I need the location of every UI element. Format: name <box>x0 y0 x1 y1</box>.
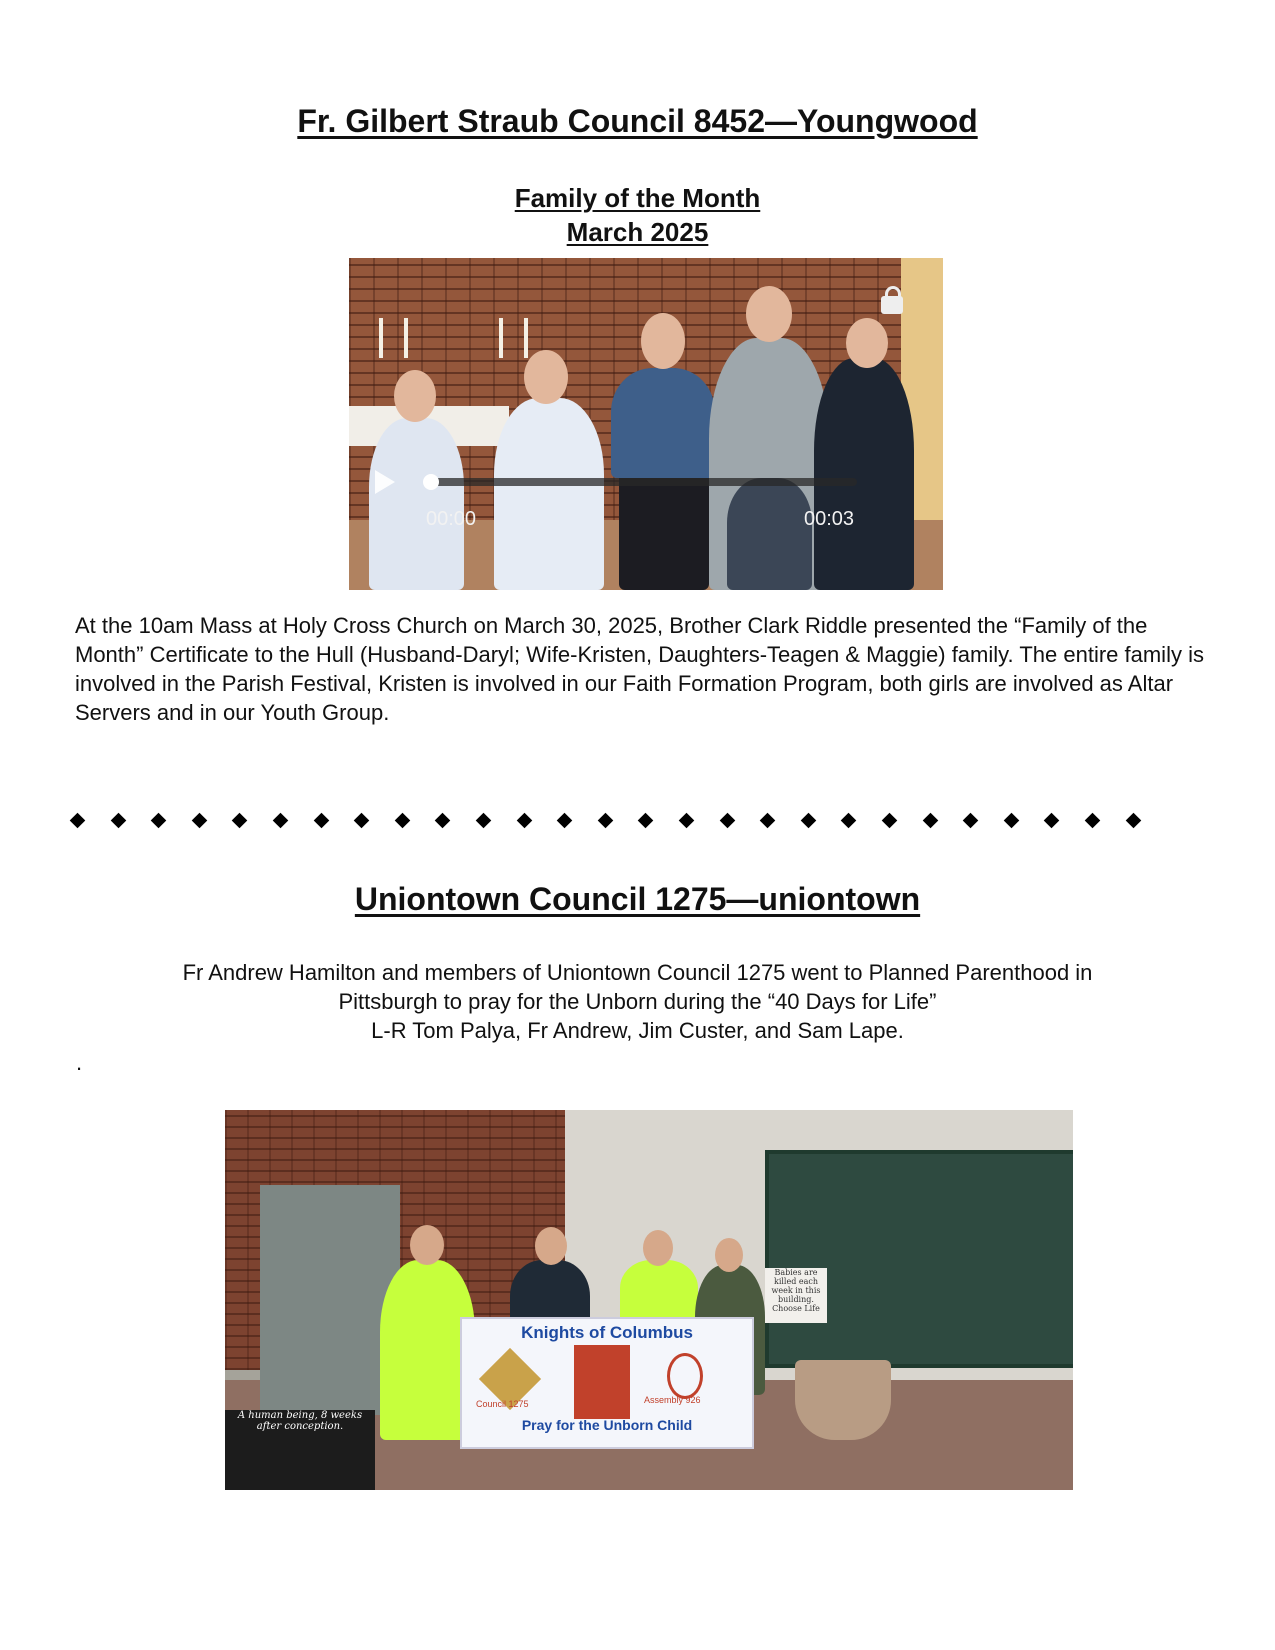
diamond-bullet <box>1085 813 1101 829</box>
lock-icon <box>881 296 903 314</box>
council-8452-title: Fr. Gilbert Straub Council 8452—Youngwood <box>297 103 978 139</box>
diamond-bullet <box>476 813 492 829</box>
brother-clark-riddle <box>814 358 914 590</box>
diamond-bullet <box>151 813 167 829</box>
daughter-altar-server-2 <box>494 398 604 590</box>
diamond-bullet <box>110 813 126 829</box>
diamond-bullet <box>395 813 411 829</box>
fetus-sign <box>225 1410 375 1490</box>
fetus-sign-text: A human being, 8 weeks after conception. <box>237 1410 363 1432</box>
person-head <box>410 1225 444 1265</box>
father-jeans <box>727 478 812 590</box>
person-head <box>535 1227 567 1265</box>
diamond-bullet <box>638 813 654 829</box>
diamond-bullet <box>313 813 329 829</box>
person-head <box>641 313 685 369</box>
banner-assembly: Assembly 926 <box>644 1395 701 1405</box>
diamond-bullet <box>354 813 370 829</box>
diamond-bullet <box>679 813 695 829</box>
video-scrubber-knob[interactable] <box>423 474 439 490</box>
person-head <box>846 318 888 368</box>
forty-days-photo <box>225 1110 1073 1490</box>
month-year-heading: March 2025 <box>566 217 709 247</box>
diamond-bullet <box>557 813 573 829</box>
diamond-bullet <box>435 813 451 829</box>
family-video-player[interactable] <box>349 258 943 590</box>
candle <box>524 318 528 358</box>
diamond-bullet <box>801 813 817 829</box>
knights-of-columbus-banner <box>460 1317 754 1449</box>
candle <box>379 318 383 358</box>
caption-line-3: L-R Tom Palya, Fr Andrew, Jim Custer, and Sam Lape. <box>371 1018 904 1043</box>
diamond-bullet <box>1125 813 1141 829</box>
diamond-bullet <box>192 813 208 829</box>
diamond-bullet <box>1004 813 1020 829</box>
person-head <box>643 1230 673 1266</box>
choose-life-sign-text: Babies are killed each week in this building. Choose Life <box>771 1268 821 1313</box>
person-head <box>394 370 436 422</box>
storefront-windows <box>765 1150 1073 1368</box>
caption-line-2: Pittsburgh to pray for the Unborn during the “40 Days for Life” <box>338 989 937 1014</box>
denim-jacket <box>611 368 715 478</box>
person-head <box>715 1238 743 1272</box>
stray-period: . <box>76 1050 83 1075</box>
family-description: At the 10am Mass at Holy Cross Church on March 30, 2025, Brother Clark Riddle presented the “Family of the Month” Certificate to the Hull (Husband-Daryl; Wife-Kristen, Daughters-Teagen & Maggie) family. The entire family is involved in the Parish Festival, Kristen is involved in our Faith Formation Program, both girls are involved as Altar Servers and in our Youth Group. <box>75 613 1204 725</box>
person-head <box>524 350 568 404</box>
daughter-altar-server-1 <box>369 418 464 590</box>
person-head <box>746 286 792 342</box>
diamond-bullet <box>598 813 614 829</box>
video-duration: 00:03 <box>804 508 855 530</box>
diamond-divider <box>72 812 1182 832</box>
play-icon[interactable] <box>375 470 395 494</box>
banner-bottom-text: Pray for the Unborn Child <box>521 1417 693 1433</box>
diamond-bullet <box>719 813 735 829</box>
diamond-bullet <box>922 813 938 829</box>
video-progress-track[interactable] <box>427 478 857 486</box>
diamond-bullet <box>760 813 776 829</box>
our-lady-image <box>574 1345 630 1419</box>
flower-planter <box>795 1360 891 1440</box>
banner-title: Knights of Columbus <box>521 1323 693 1342</box>
diamond-bullet <box>273 813 289 829</box>
utility-box <box>260 1185 400 1415</box>
choose-life-sign <box>765 1268 827 1323</box>
diamond-bullet <box>841 813 857 829</box>
candle <box>404 318 408 358</box>
diamond-bullet <box>232 813 248 829</box>
diamond-bullet <box>963 813 979 829</box>
family-of-month-heading: Family of the Month <box>514 183 761 213</box>
banner-council: Council 1275 <box>476 1399 529 1409</box>
diamond-bullet <box>1044 813 1060 829</box>
diamond-bullet <box>516 813 532 829</box>
council-1275-title: Uniontown Council 1275—uniontown <box>354 881 921 917</box>
caption-line-1: Fr Andrew Hamilton and members of Uniontown Council 1275 went to Planned Parenthood in <box>182 960 1093 985</box>
diamond-bullet <box>70 813 86 829</box>
diamond-bullet <box>882 813 898 829</box>
assembly-emblem-icon <box>667 1353 703 1399</box>
video-current-time: 00:00 <box>426 508 477 530</box>
candle <box>499 318 503 358</box>
